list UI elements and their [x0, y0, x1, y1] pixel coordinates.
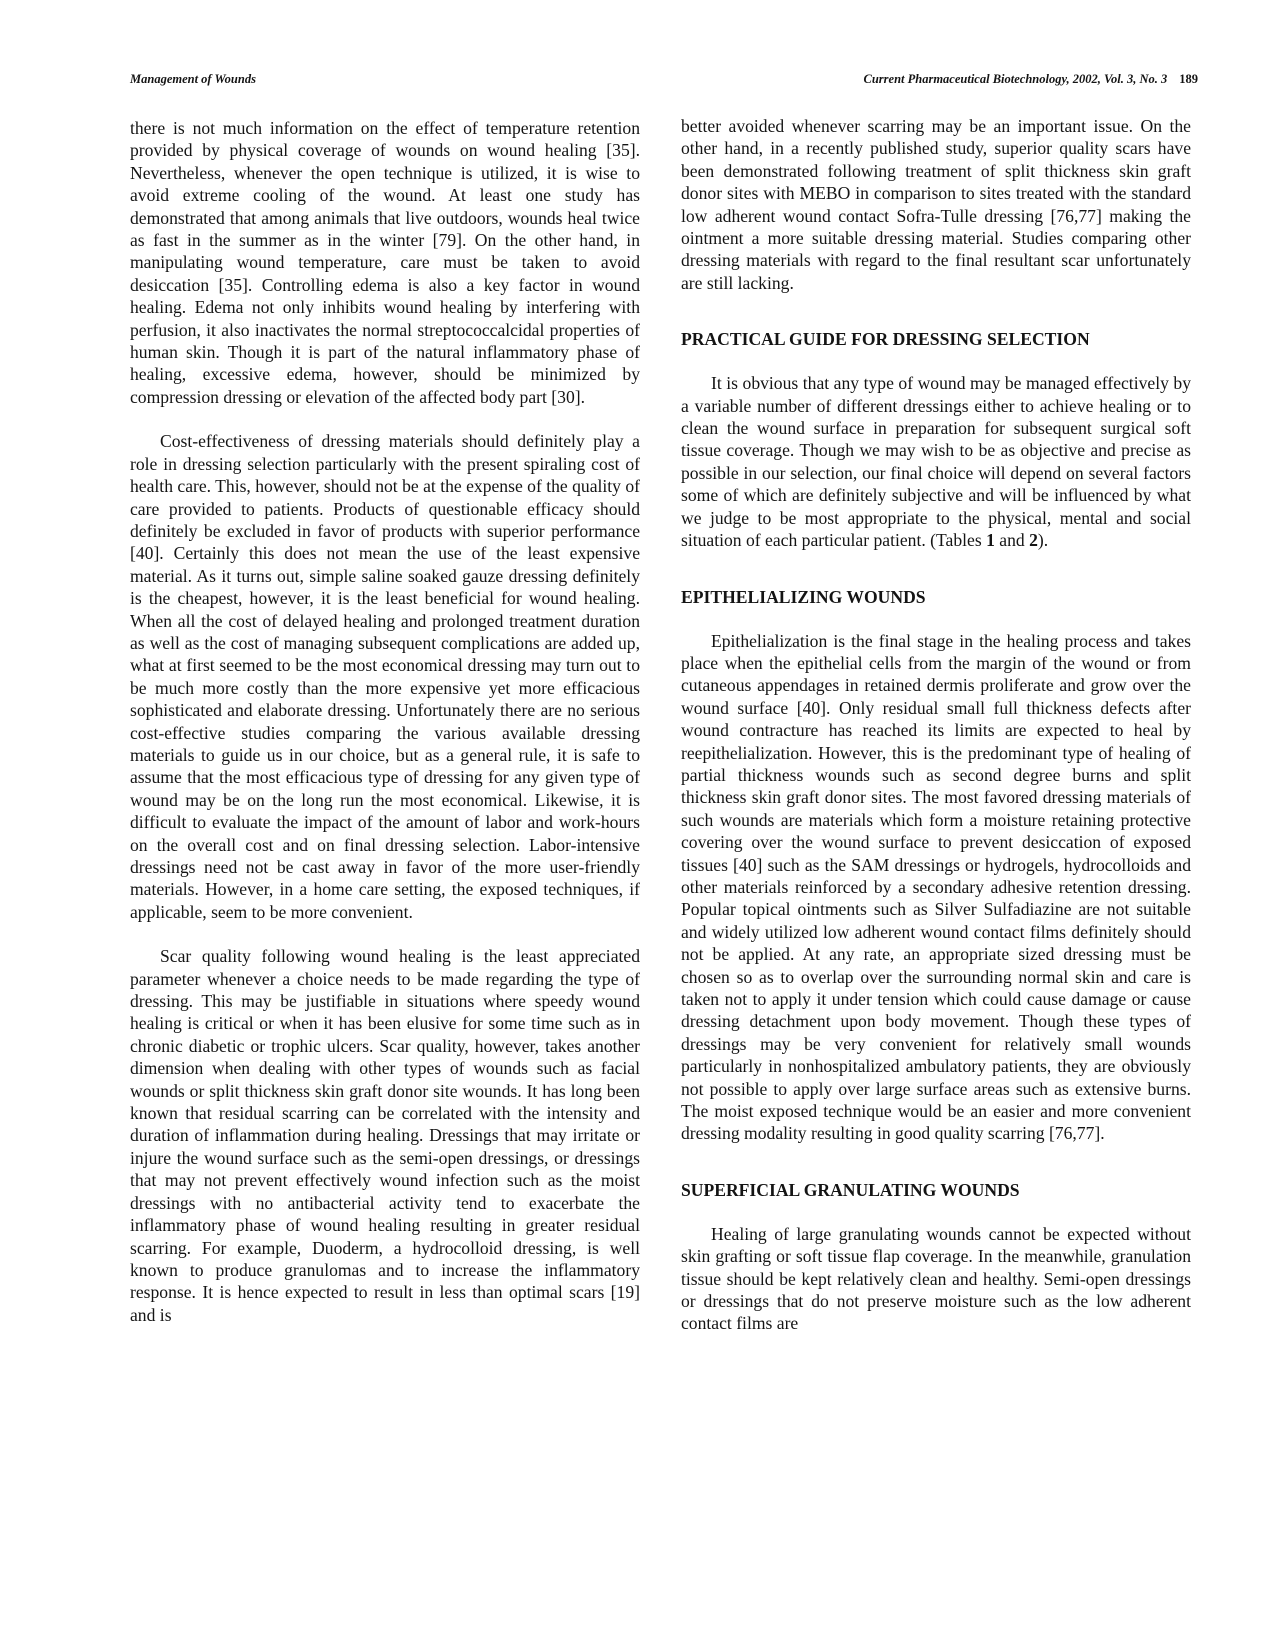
table-ref-1: 1: [986, 530, 995, 551]
table-ref-2: 2: [1029, 530, 1038, 551]
paragraph-practical-guide: [681, 372, 1191, 551]
paragraph-granulating-wounds: Healing of large granulating wounds cannot be expected without skin grafting or soft tissue flap coverage. In the meanwhile, granulation tissue should be kept relatively clean and healthy. Semi-open dressings or dressings that do not preserve moisture such as the low adherent contact films are: [681, 1223, 1191, 1334]
paragraph-scar-quality: Scar quality following wound healing is the least appreciated parameter whenever a choice needs to be made regarding the type of dressing. This may be justifiable in situations where speedy wound healing is critical or when it has been elusive for some time such as in chronic diabetic or trophic ulcers. Scar quality, however, takes another dimension when dealing with other types of wounds such as facial wounds or split thickness skin graft donor site wounds. It has long been known that residual scarring can be correlated with the intensity and duration of inflammation during healing. Dressings that may irritate or injure the wound surface such as the semi-open dressings, or dressings that may not prevent effectively wound infection such as the moist dressings with no antibacterial activity tend to exacerbate the inflammatory phase of wound healing resulting in greater residual scarring. For example, Duoderm, a hydrocolloid dressing, is well known to produce granulomas and to increase the inflammatory response. It is hence expected to result in less than optimal scars [19] and is: [130, 946, 640, 1325]
right-column: [681, 115, 1191, 1335]
journal-citation: [864, 72, 1198, 87]
left-column: [130, 117, 640, 1326]
paragraph-scarring-continued: better avoided whenever scarring may be an important issue. On the other hand, in a recently published study, superior quality scars have been demonstrated following treatment of split thickness skin graft donor sites with MEBO in comparison to sites treated with the standard low adherent wound contact Sofra-Tulle dressing [76,77] making the ointment a more suitable dressing material. Studies comparing other dressing materials with regard to the final resultant scar unfortunately are still lacking.: [681, 116, 1191, 293]
page-number: 189: [1179, 72, 1198, 86]
journal-name: Current Pharmaceutical Biotechnology, 2002, Vol. 3, No. 3: [863, 72, 1168, 86]
practical-guide-and: and: [994, 530, 1030, 551]
heading-superficial-granulating-wounds: SUPERFICIAL GRANULATING WOUNDS: [681, 1179, 1020, 1200]
practical-guide-text: It is obvious that any type of wound may be managed effectively by a variable number of different dressings either to achieve healing or to clean the wound surface in preparation for subsequent surgical soft tissue coverage. Though we may wish to be as objective and precise as possible in our selection, our final choice will depend on several factors some of which are definitely subjective and will be influenced by what we judge to be most appropriate to the physical, mental and social situation of each particular patient. (Tables: [681, 373, 1191, 551]
running-title: Management of Wounds: [130, 72, 256, 86]
paragraph-epithelializing-wounds: Epithelialization is the final stage in the healing process and takes place when the epithelial cells from the margin of the wound or from cutaneous appendages in retained dermis proliferate and grow over the wound surface [40]. Only residual small full thickness defects after wound contracture has reached its limits are expected to heal by reepithelialization. However, this is the predominant type of healing of partial thickness wounds such as second degree burns and split thickness skin graft donor sites. The most favored dressing materials of such wounds are materials which form a moisture retaining protective covering over the wound surface to prevent desiccation of exposed tissues [40] such as the SAM dressings or hydrogels, hydrocolloids and other materials reinforced by a secondary adhesive retention dressing. Popular topical ointments such as Silver Sulfadiazine are not suitable and widely utilized low adherent wound contact films definitely should not be applied. At any rate, an appropriate sized dressing must be chosen so as to overlap over the surrounding normal skin and care is taken not to apply it under tension which could cause damage or cause dressing detachment upon body movement. Though these types of dressings may be very convenient for relatively small wounds particularly in nonhospitalized ambulatory patients, they are obviously not possible to apply over large surface areas such as extensive burns. The moist exposed technique would be an easier and more convenient dressing modality resulting in good quality scarring [76,77].: [681, 630, 1191, 1144]
running-header: [130, 72, 1198, 92]
paragraph-cost-effectiveness: Cost-effectiveness of dressing materials should definitely play a role in dressing selection particularly with the present spiraling cost of health care. This, however, should not be at the expense of the quality of care provided to patients. Products of questionable efficacy should definitely be excluded in favor of products with superior performance [40]. Certainly this does not mean the use of the least expensive material. As it turns out, simple saline soaked gauze dressing definitely is the cheapest, however, it is the least beneficial for wound healing. When all the cost of delayed healing and prolonged treatment duration as well as the cost of managing subsequent complications are added up, what at first seemed to be the most economical dressing may turn out to be much more costly than the more expensive yet more efficacious sophisticated and elaborate dressing. Unfortunately there are no serious cost-effective studies comparing the various available dressing materials to guide us in our choice, but as a general rule, it is safe to assume that the most efficacious type of dressing for any given type of wound may be on the long run the most economical. Likewise, it is difficult to evaluate the impact of the amount of labor and work-hours on the overall cost and on final dressing selection. Labor-intensive dressings need not be cast away in favor of the more user-friendly materials. However, in a home care setting, the exposed techniques, if applicable, seem to be more convenient.: [130, 431, 641, 922]
heading-epithelializing-wounds: EPITHELIALIZING WOUNDS: [681, 586, 926, 607]
heading-practical-guide: PRACTICAL GUIDE FOR DRESSING SELECTION: [681, 329, 1090, 350]
paragraph-temperature-edema: there is not much information on the effect of temperature retention provided by physical coverage of wounds on wound healing [35]. Nevertheless, whenever the open technique is utilized, it is wise to avoid extreme cooling of the wound. At least one study has demonstrated that among animals that live outdoors, wounds heal twice as fast in the summer as in the winter [79]. On the other hand, in manipulating wound temperature, care must be taken to avoid desiccation [35]. Controlling edema is also a key factor in wound healing. Edema not only inhibits wound healing by interfering with perfusion, it also inactivates the normal streptococcalcidal properties of human skin. Though it is part of the natural inflammatory phase of healing, excessive edema, however, should be minimized by compression dressing or elevation of the affected body part [30].: [130, 118, 640, 407]
practical-guide-end: ).: [1037, 530, 1049, 551]
